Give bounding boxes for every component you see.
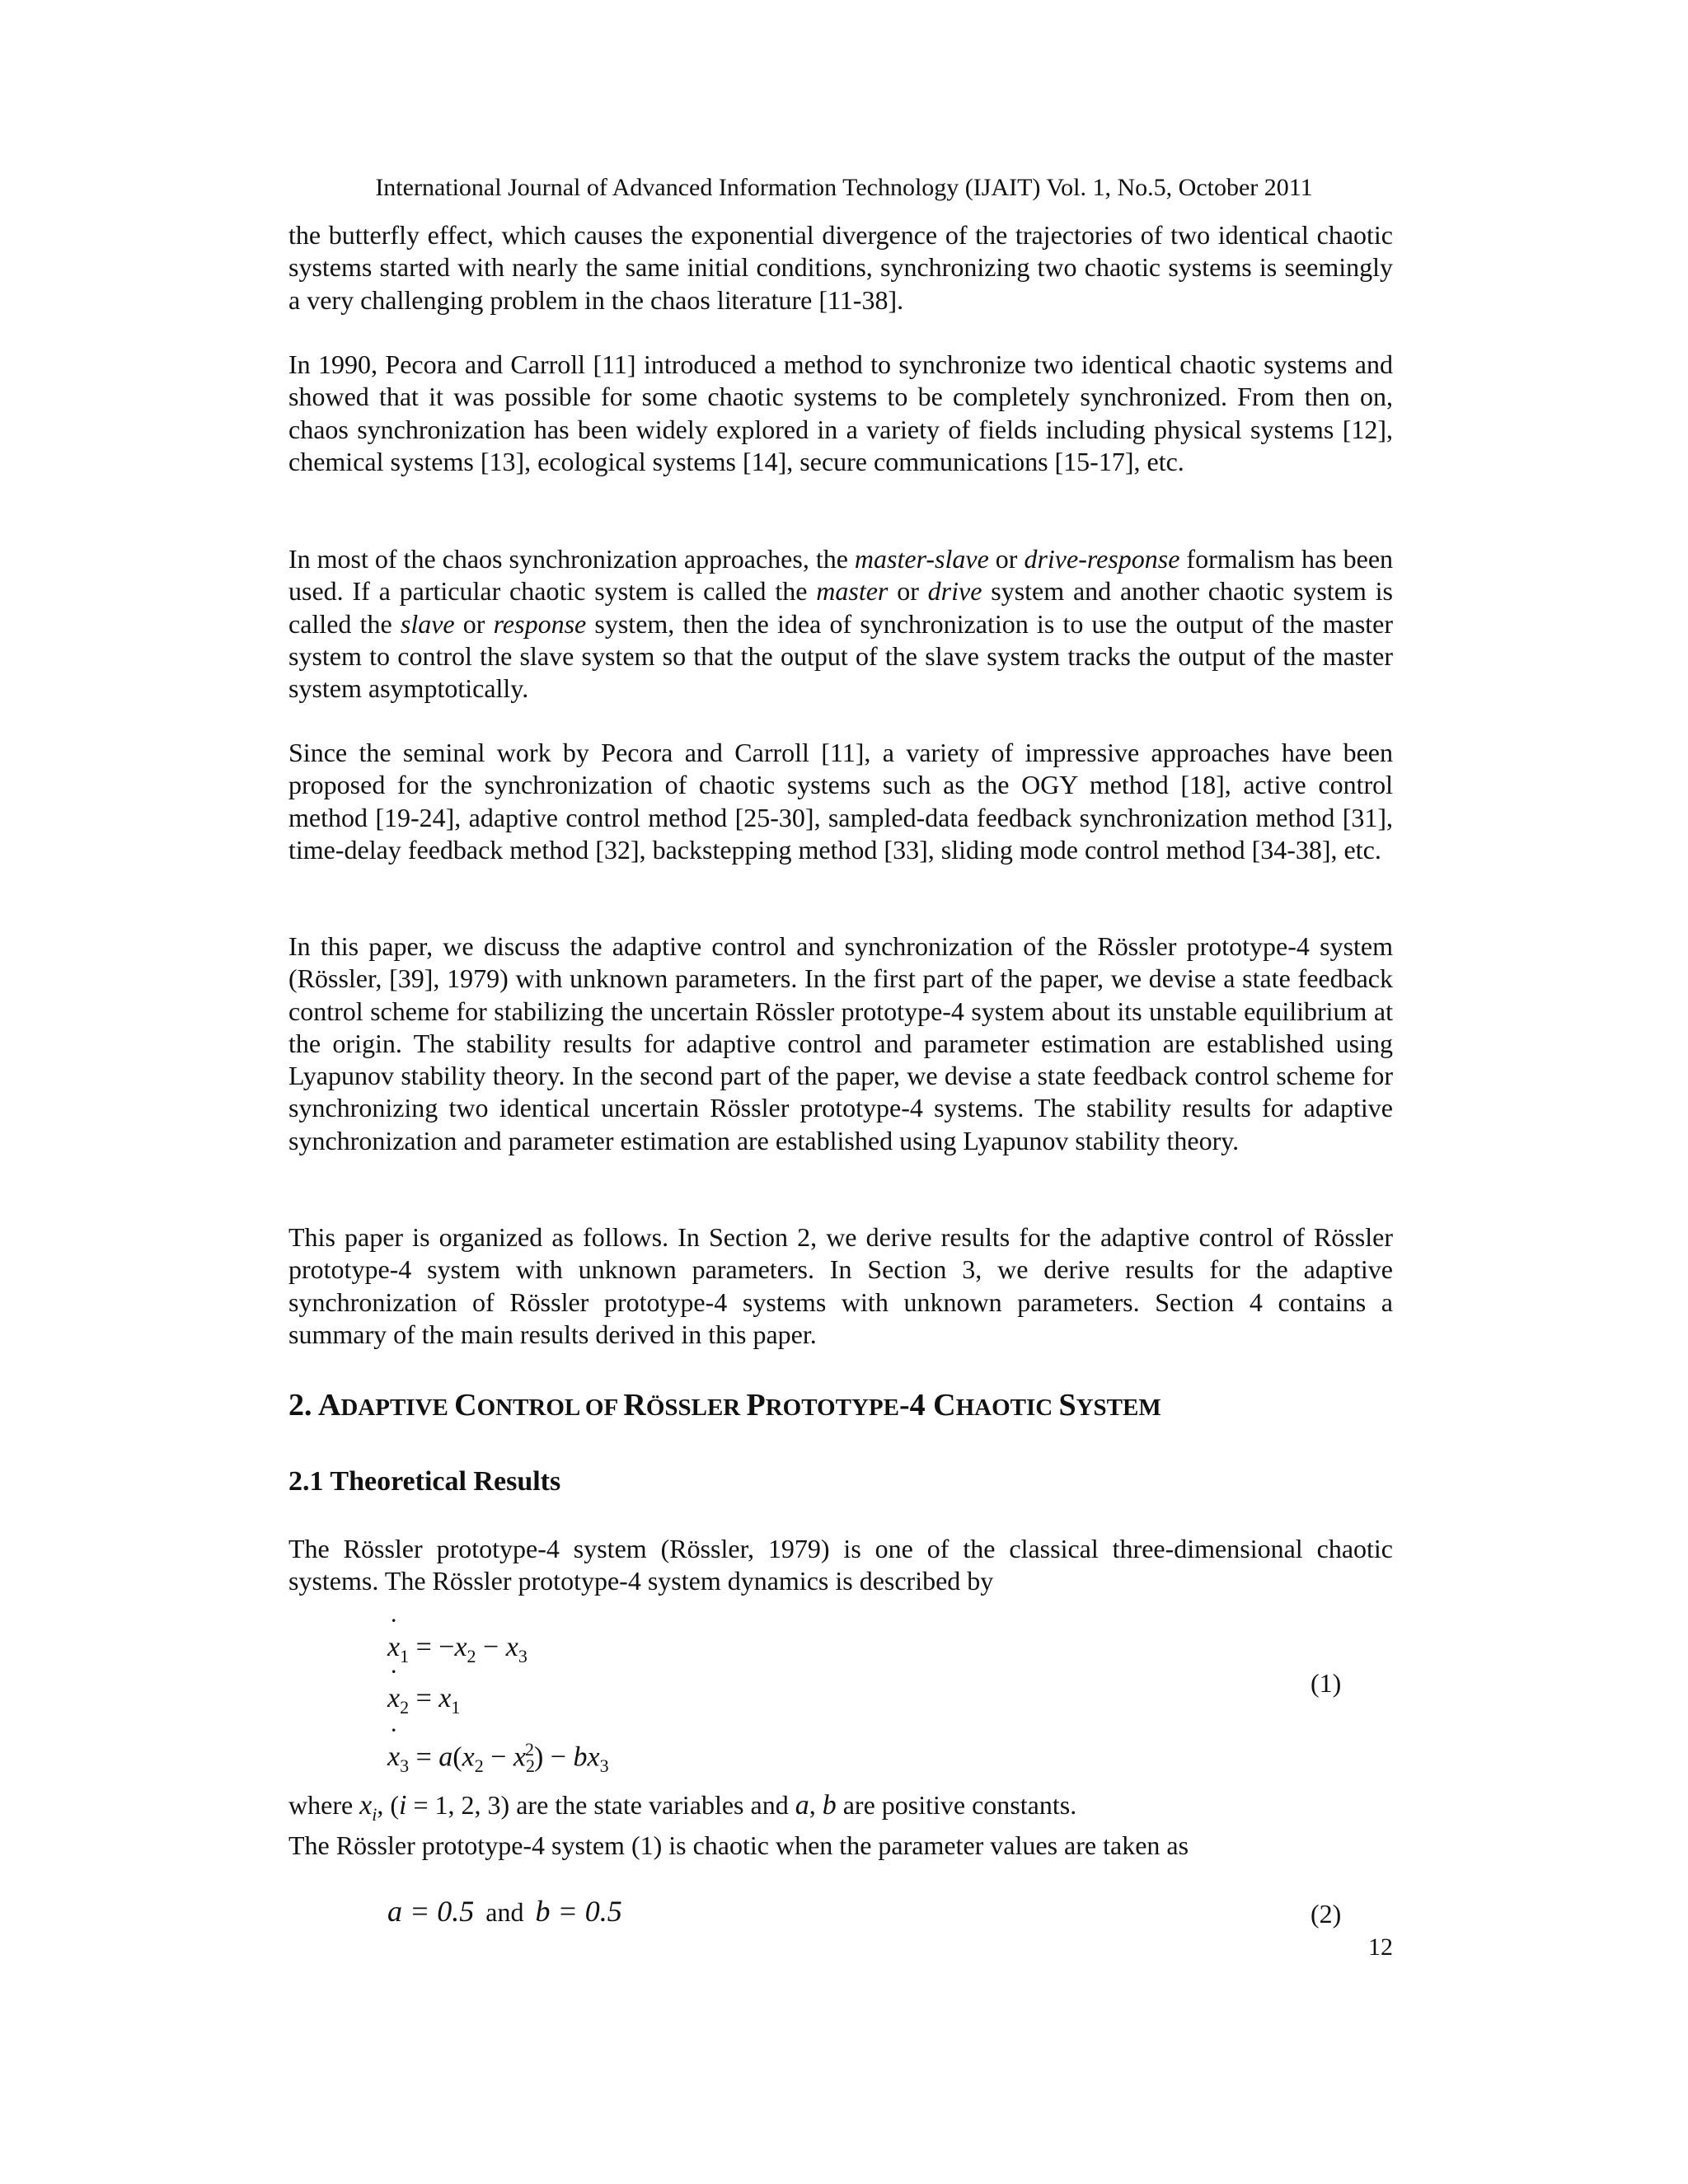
text-run: or bbox=[988, 544, 1025, 574]
heading-cap: S bbox=[1058, 1388, 1076, 1422]
chaotic-line: The Rössler prototype-4 system (1) is chaotic when the parameter values are taken as bbox=[288, 1830, 1189, 1860]
italic-term: drive bbox=[927, 576, 982, 607]
italic-term: master bbox=[816, 576, 889, 607]
heading-smallcaps: ÖSSLER bbox=[645, 1394, 747, 1421]
heading-smallcaps: HAOTIC bbox=[955, 1394, 1059, 1421]
paragraph-butterfly bbox=[288, 219, 1393, 316]
subsection-heading: 2.1 Theoretical Results bbox=[288, 1466, 561, 1497]
equation-b-value: b = 0.5 bbox=[535, 1895, 622, 1928]
paragraph-text: The Rössler prototype-4 system (Rössler, 1979) is one of the classical three-dimensional chaotic systems. The Rössler prototype-4 system dynamics is described by bbox=[288, 1534, 1393, 1596]
text-run: or bbox=[454, 608, 494, 639]
paragraph-organization bbox=[288, 1221, 1393, 1351]
paragraph-text: In 1990, Pecora and Carroll [11] introduced a method to synchronize two identical chaotic systems and showed that it was possible for some chaotic systems to be completely synchronized. From then on, chaos synchronization has been widely explored in a variety of fields including physical systems [12], chemical systems [13], ecological systems [14], secure communications [15-17], etc. bbox=[288, 349, 1393, 476]
italic-term: master-slave bbox=[854, 544, 989, 574]
equation-line-x2: ˙ $x_2 = x_1$ bbox=[387, 1673, 609, 1724]
heading-cap: C bbox=[454, 1388, 477, 1422]
equation-line-x1: ˙ $x_1 = -x_2 - x_3$ bbox=[387, 1622, 609, 1673]
italic-term: slave bbox=[400, 608, 455, 639]
heading-cap: R bbox=[623, 1388, 646, 1422]
equation-number-1: (1) bbox=[1311, 1668, 1342, 1698]
equation-a-value: a = 0.5 bbox=[387, 1895, 475, 1928]
text-run: system, then the idea of synchronization is to use the output of the master system to control the slave system so that the output of the slave system tracks the output of the master system asymptotically. bbox=[288, 608, 1394, 704]
paragraph-this-paper bbox=[288, 930, 1393, 1157]
page-number: 12 bbox=[1368, 1933, 1393, 1961]
text-run: In most of the chaos synchronization approaches, the bbox=[288, 544, 855, 574]
paragraph-master-slave bbox=[288, 543, 1393, 705]
section-number: 2. bbox=[288, 1388, 318, 1422]
section-heading bbox=[288, 1386, 1161, 1427]
italic-term: drive-response bbox=[1024, 544, 1180, 574]
heading-cap: A bbox=[317, 1388, 341, 1422]
equation-and: and bbox=[485, 1897, 524, 1927]
heading-cap: P bbox=[746, 1388, 766, 1422]
heading-smallcaps: YSTEM bbox=[1076, 1394, 1161, 1421]
paragraph-text: the butterfly effect, which causes the exponential divergence of the trajectories of two identical chaotic systems started with nearly the same initial conditions, synchronizing two chaotic systems is seemingly a very challenging problem in the chaos literature [11-38]. bbox=[288, 220, 1393, 315]
paragraph-pecora-carroll bbox=[288, 349, 1393, 478]
paragraph-text: Since the seminal work by Pecora and Carroll [11], a variety of impressive approaches have been proposed for the synchronization of chaotic systems such as the OGY method [18], active control method [19-24], adaptive control method [25-30], sampled-data feedback synchronization method [31], time-delay feedback method [32], backstepping method [33], sliding mode control method [34-38], etc. bbox=[288, 738, 1393, 865]
heading-smallcaps: ONTROL OF bbox=[476, 1394, 624, 1421]
text-run: are positive constants. bbox=[836, 1790, 1077, 1820]
text-run: formalism has been used. If a particular chaotic system is called the bbox=[288, 544, 1394, 607]
text-run: where bbox=[288, 1790, 360, 1820]
paragraph-intro bbox=[288, 1533, 1393, 1598]
heading-cap: -4 C bbox=[898, 1388, 956, 1422]
paragraph-text bbox=[288, 543, 1393, 705]
equation-line-x3: ˙ $x_3 = a(x_2 - x_2^2) - bx_3$ bbox=[387, 1724, 609, 1775]
text-run: system and another chaotic system is called the bbox=[288, 576, 1394, 639]
text-run: or bbox=[888, 576, 928, 607]
text-run: are the state variables and bbox=[509, 1790, 795, 1820]
where-line: where $x_i$, (i = 1, 2, 3) are the state variables and a, b are positive constants. bbox=[288, 1790, 1077, 1825]
equation-system-1 bbox=[387, 1622, 609, 1775]
paragraph-text: This paper is organized as follows. In Section 2, we derive results for the adaptive control of Rössler prototype-4 system with unknown parameters. In Section 3, we derive results for the adaptive synchronization of Rössler prototype-4 systems with unknown parameters. Section 4 contains a summary of the main results derived in this paper. bbox=[288, 1222, 1393, 1349]
italic-term: response bbox=[493, 608, 587, 639]
running-header: International Journal of Advanced Information Technology (IJAIT) Vol. 1, No.5, October 2011 bbox=[375, 174, 1313, 201]
heading-smallcaps: DAPTIVE bbox=[340, 1394, 455, 1421]
equation-number-2: (2) bbox=[1311, 1899, 1342, 1929]
paragraph-text: In this paper, we discuss the adaptive control and synchronization of the Rössler prototype-4 system (Rössler, [39], 1979) with unknown parameters. In the first part of the paper, we devise a state feedback control scheme for stabilizing the uncertain Rössler prototype-4 system about its unstable equilibrium at the origin. The stability results for adaptive control and parameter estimation are established using Lyapunov stability theory. In the second part of the paper, we devise a state feedback control scheme for synchronizing two identical uncertain Rössler prototype-4 systems. The stability results for adaptive synchronization and parameter estimation are established using Lyapunov stability theory. bbox=[288, 931, 1393, 1155]
equation-2 bbox=[387, 1894, 622, 1929]
paragraph-approaches bbox=[288, 737, 1393, 866]
heading-smallcaps: ROTOTYPE bbox=[765, 1394, 899, 1421]
